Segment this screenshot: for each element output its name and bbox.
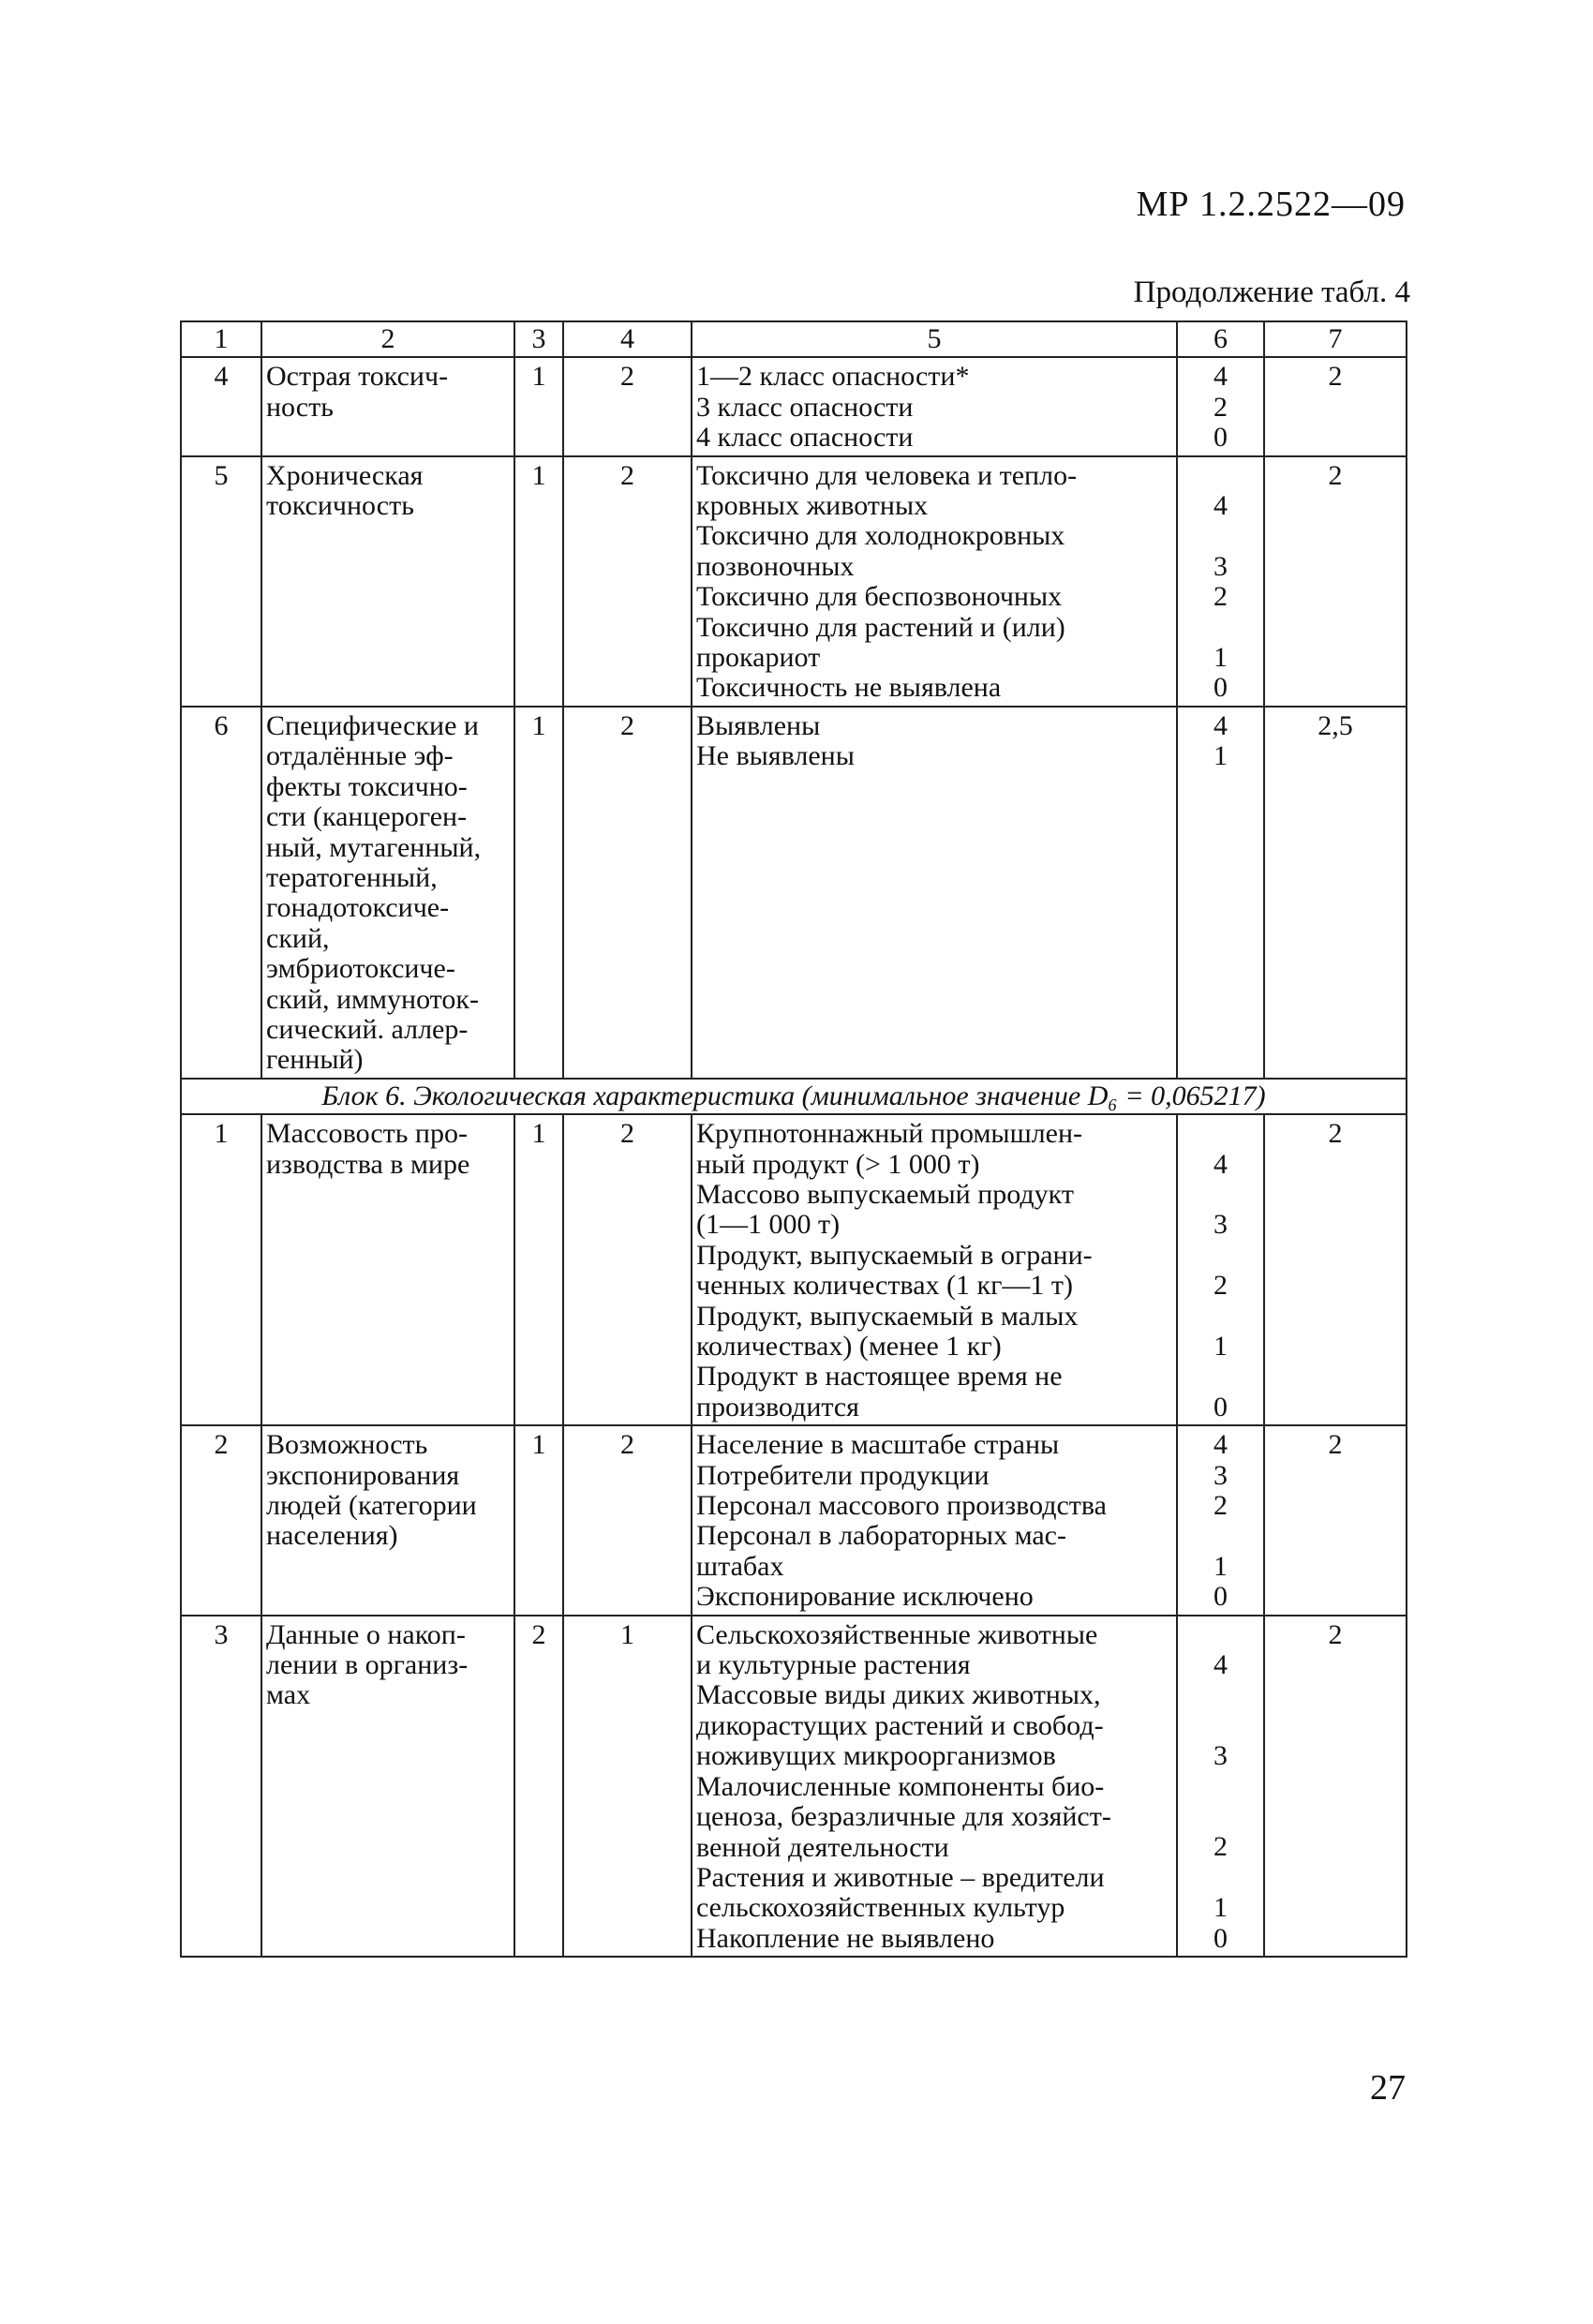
score-value: 0 bbox=[1213, 1391, 1228, 1423]
indicator-name-line: Возможность bbox=[266, 1429, 428, 1461]
column-header: 1 bbox=[181, 321, 261, 357]
column-4-cell bbox=[563, 1114, 692, 1425]
column-4-value: 2 bbox=[620, 709, 634, 741]
criteria-line: Население в масштабе страны bbox=[696, 1429, 1060, 1461]
score-cell bbox=[1177, 1616, 1264, 1957]
score-cell bbox=[1177, 456, 1264, 707]
score-value: 1 bbox=[1213, 740, 1228, 772]
score-spacer bbox=[1182, 1362, 1259, 1392]
row-number: 1 bbox=[214, 1118, 229, 1150]
score-value: 3 bbox=[1213, 550, 1228, 582]
criteria-line: и культурные растения bbox=[696, 1649, 971, 1681]
indicator-name-cell bbox=[261, 1616, 514, 1957]
row-number: 5 bbox=[214, 459, 229, 491]
indicator-name-line: сический. аллер- bbox=[266, 1013, 469, 1045]
weight-value: 2 bbox=[1328, 1618, 1343, 1650]
column-4-value: 2 bbox=[620, 459, 634, 491]
table-row bbox=[181, 1425, 1407, 1615]
indicator-name-line: гонадотоксиче- bbox=[266, 892, 450, 924]
row-number-cell bbox=[181, 707, 261, 1079]
column-3-value: 1 bbox=[531, 1118, 546, 1150]
indicator-name-cell bbox=[261, 707, 514, 1079]
indicator-name-line: изводства в мире bbox=[266, 1148, 470, 1180]
criteria-cell bbox=[692, 1425, 1177, 1615]
score-cell bbox=[1177, 1114, 1264, 1425]
column-header: 4 bbox=[563, 321, 692, 357]
criteria-line: Персонал в лабораторных мас- bbox=[696, 1520, 1066, 1552]
indicator-name-line: ный, мутагенный, bbox=[266, 831, 482, 863]
indicator-name-line: экспонирования bbox=[266, 1459, 460, 1491]
row-number: 3 bbox=[214, 1618, 229, 1650]
indicator-name-line: Массовость про- bbox=[266, 1118, 468, 1150]
criteria-line: ченных количествах (1 кг—1 т) bbox=[696, 1270, 1073, 1302]
column-4-cell bbox=[563, 456, 692, 707]
criteria-line: производится bbox=[696, 1391, 859, 1423]
criteria-line: количествах) (менее 1 кг) bbox=[696, 1331, 1002, 1362]
criteria-line: Малочисленные компоненты био- bbox=[696, 1770, 1105, 1802]
column-4-cell bbox=[563, 1425, 692, 1615]
column-4-cell bbox=[563, 707, 692, 1079]
score-value: 1 bbox=[1213, 1550, 1228, 1582]
weight-value: 2,5 bbox=[1318, 709, 1353, 741]
score-spacer bbox=[1182, 1241, 1259, 1271]
criteria-line: венной деятельности bbox=[696, 1831, 949, 1863]
criteria-line: ценоза, безразличные для хозяйст- bbox=[696, 1801, 1111, 1833]
score-cell bbox=[1177, 707, 1264, 1079]
row-number-cell bbox=[181, 1425, 261, 1615]
score-value: 0 bbox=[1213, 1922, 1228, 1954]
score-value: 4 bbox=[1213, 361, 1228, 393]
criteria-line: позвоночных bbox=[696, 550, 855, 582]
score-spacer bbox=[1182, 521, 1259, 551]
column-3-value: 1 bbox=[531, 709, 546, 741]
table-caption: Продолжение табл. 4 bbox=[1133, 276, 1410, 309]
score-value: 4 bbox=[1213, 1429, 1228, 1461]
score-cell bbox=[1177, 357, 1264, 455]
table-row bbox=[181, 456, 1407, 707]
column-3-cell bbox=[514, 456, 563, 707]
column-4-value: 2 bbox=[620, 1429, 634, 1461]
score-value: 4 bbox=[1213, 1148, 1228, 1180]
score-value: 0 bbox=[1213, 672, 1228, 704]
column-4-value: 2 bbox=[620, 361, 634, 393]
criteria-line: Растения и животные – вредители bbox=[696, 1861, 1105, 1893]
score-value: 1 bbox=[1213, 1330, 1228, 1362]
weight-cell bbox=[1264, 1114, 1407, 1425]
criteria-line: Продукт в настоящее время не bbox=[696, 1361, 1063, 1393]
indicator-name-line: мах bbox=[266, 1679, 311, 1711]
classification-table bbox=[180, 320, 1407, 1958]
criteria-line: (1—1 000 т) bbox=[696, 1209, 841, 1241]
indicator-name-line: генный) bbox=[266, 1044, 364, 1076]
score-value: 0 bbox=[1213, 422, 1228, 454]
score-spacer bbox=[1182, 613, 1259, 643]
score-spacer bbox=[1182, 1620, 1259, 1650]
weight-value: 2 bbox=[1328, 459, 1343, 491]
column-4-value: 2 bbox=[620, 1118, 634, 1150]
column-3-value: 1 bbox=[531, 459, 546, 491]
criteria-line: 4 класс опасности bbox=[696, 422, 914, 454]
criteria-line: ноживущих микроорганизмов bbox=[696, 1740, 1056, 1772]
score-spacer bbox=[1182, 1302, 1259, 1332]
score-spacer bbox=[1182, 1802, 1259, 1832]
criteria-line: Массово выпускаемый продукт bbox=[696, 1178, 1074, 1210]
criteria-line: Потребители продукции bbox=[696, 1459, 990, 1491]
weight-value: 2 bbox=[1328, 1429, 1343, 1461]
criteria-line: дикорастущих растений и свобод- bbox=[696, 1709, 1104, 1741]
document-id: МР 1.2.2522—09 bbox=[1136, 185, 1406, 224]
score-spacer bbox=[1182, 1772, 1259, 1802]
score-spacer bbox=[1182, 1521, 1259, 1551]
score-value: 2 bbox=[1213, 1490, 1228, 1522]
indicator-name-line: ность bbox=[266, 391, 334, 423]
criteria-line: Продукт, выпускаемый в ограни- bbox=[696, 1239, 1093, 1271]
column-3-cell bbox=[514, 1114, 563, 1425]
row-number-cell bbox=[181, 1114, 261, 1425]
indicator-name-line: людей (категории bbox=[266, 1490, 477, 1522]
indicator-name-line: лении в организ- bbox=[266, 1649, 469, 1681]
table-row bbox=[181, 357, 1407, 455]
indicator-name-line: Острая токсич- bbox=[266, 361, 449, 393]
score-value: 4 bbox=[1213, 490, 1228, 522]
criteria-cell bbox=[692, 1616, 1177, 1957]
row-number-cell bbox=[181, 456, 261, 707]
criteria-line: кровных животных bbox=[696, 490, 929, 522]
table-row bbox=[181, 1114, 1407, 1425]
indicator-name-line: Специфические и bbox=[266, 709, 479, 741]
indicator-name-line: токсичность bbox=[266, 490, 414, 522]
score-spacer bbox=[1182, 1180, 1259, 1210]
score-value: 2 bbox=[1213, 391, 1228, 423]
criteria-line: Персонал массового производства bbox=[696, 1490, 1107, 1522]
score-spacer bbox=[1182, 1119, 1259, 1149]
column-4-value: 1 bbox=[620, 1618, 634, 1650]
indicator-name-line: сти (канцероген- bbox=[266, 801, 468, 833]
indicator-name-cell bbox=[261, 1114, 514, 1425]
indicator-name-line: ский, иммуноток- bbox=[266, 983, 479, 1015]
row-number: 2 bbox=[214, 1429, 229, 1461]
weight-value: 2 bbox=[1328, 361, 1343, 393]
column-header: 3 bbox=[514, 321, 563, 357]
criteria-line: Токсично для растений и (или) bbox=[696, 611, 1065, 643]
weight-cell bbox=[1264, 456, 1407, 707]
block-title: Блок 6. Экологическая характеристика (минимальное значение D₆ = 0,065217) bbox=[181, 1079, 1407, 1114]
criteria-line: Накопление не выявлено bbox=[696, 1922, 995, 1954]
indicator-name-cell bbox=[261, 456, 514, 707]
column-3-cell bbox=[514, 357, 563, 455]
criteria-line: Не выявлены bbox=[696, 740, 855, 772]
criteria-line: Токсично для холоднокровных bbox=[696, 520, 1065, 552]
criteria-line: 1—2 класс опасности* bbox=[696, 361, 970, 393]
score-value: 3 bbox=[1213, 1209, 1228, 1241]
criteria-line: Выявлены bbox=[696, 709, 821, 741]
criteria-cell bbox=[692, 1114, 1177, 1425]
score-value: 2 bbox=[1213, 1270, 1228, 1302]
indicator-name-line: фекты токсично- bbox=[266, 770, 468, 802]
column-header: 5 bbox=[692, 321, 1177, 357]
criteria-line: Токсичность не выявлена bbox=[696, 672, 1002, 704]
score-value: 1 bbox=[1213, 1892, 1228, 1924]
criteria-line: Массовые виды диких животных, bbox=[696, 1679, 1101, 1711]
weight-value: 2 bbox=[1328, 1118, 1343, 1150]
criteria-line: штабах bbox=[696, 1550, 784, 1582]
score-value: 4 bbox=[1213, 1649, 1228, 1681]
column-3-cell bbox=[514, 707, 563, 1079]
row-number: 4 bbox=[214, 361, 229, 393]
indicator-name-line: отдалённые эф- bbox=[266, 740, 454, 772]
score-value: 1 bbox=[1213, 642, 1228, 674]
indicator-name-line: ский, bbox=[266, 922, 330, 954]
column-4-cell bbox=[563, 1616, 692, 1957]
column-header-row bbox=[181, 321, 1407, 357]
indicator-name-line: тератогенный, bbox=[266, 861, 438, 893]
score-value: 3 bbox=[1213, 1740, 1228, 1772]
criteria-line: Продукт, выпускаемый в малых bbox=[696, 1300, 1079, 1332]
score-spacer bbox=[1182, 461, 1259, 491]
score-spacer bbox=[1182, 1680, 1259, 1710]
indicator-name-cell bbox=[261, 357, 514, 455]
score-value: 4 bbox=[1213, 709, 1228, 741]
indicator-name-line: населения) bbox=[266, 1520, 398, 1552]
criteria-line: Крупнотоннажный промышлен- bbox=[696, 1118, 1083, 1150]
table-row bbox=[181, 1616, 1407, 1957]
score-spacer bbox=[1182, 1711, 1259, 1741]
column-3-cell bbox=[514, 1425, 563, 1615]
weight-cell bbox=[1264, 707, 1407, 1079]
column-header: 7 bbox=[1264, 321, 1407, 357]
indicator-name-line: Данные о накоп- bbox=[266, 1618, 466, 1650]
weight-cell bbox=[1264, 1616, 1407, 1957]
column-3-value: 1 bbox=[531, 361, 546, 393]
column-header: 2 bbox=[261, 321, 514, 357]
column-4-cell bbox=[563, 357, 692, 455]
table-row bbox=[181, 707, 1407, 1079]
weight-cell bbox=[1264, 1425, 1407, 1615]
row-number: 6 bbox=[214, 709, 229, 741]
score-value: 0 bbox=[1213, 1581, 1228, 1613]
score-spacer bbox=[1182, 1863, 1259, 1893]
indicator-name-line: Хроническая bbox=[266, 459, 424, 491]
page-number: 27 bbox=[1370, 2068, 1406, 2108]
column-3-value: 1 bbox=[531, 1429, 546, 1461]
criteria-line: сельскохозяйственных культур bbox=[696, 1892, 1065, 1924]
row-number-cell bbox=[181, 1616, 261, 1957]
criteria-line: Токсично для беспозвоночных bbox=[696, 581, 1063, 613]
score-value: 2 bbox=[1213, 581, 1228, 613]
row-number-cell bbox=[181, 357, 261, 455]
criteria-line: 3 класс опасности bbox=[696, 391, 914, 423]
criteria-line: Токсично для человека и тепло- bbox=[696, 459, 1078, 491]
criteria-line: Экспонирование исключено bbox=[696, 1581, 1034, 1613]
criteria-line: Сельскохозяйственные животные bbox=[696, 1618, 1098, 1650]
column-header: 6 bbox=[1177, 321, 1264, 357]
score-value: 3 bbox=[1213, 1459, 1228, 1491]
indicator-name-line: эмбриотоксиче- bbox=[266, 953, 455, 985]
criteria-line: ный продукт (> 1 000 т) bbox=[696, 1148, 980, 1180]
criteria-cell bbox=[692, 357, 1177, 455]
criteria-line: прокариот bbox=[696, 642, 821, 674]
score-cell bbox=[1177, 1425, 1264, 1615]
block-title-row bbox=[181, 1079, 1407, 1114]
column-3-value: 2 bbox=[531, 1618, 546, 1650]
weight-cell bbox=[1264, 357, 1407, 455]
column-3-cell bbox=[514, 1616, 563, 1957]
score-value: 2 bbox=[1213, 1831, 1228, 1863]
criteria-cell bbox=[692, 456, 1177, 707]
criteria-cell bbox=[692, 707, 1177, 1079]
indicator-name-cell bbox=[261, 1425, 514, 1615]
